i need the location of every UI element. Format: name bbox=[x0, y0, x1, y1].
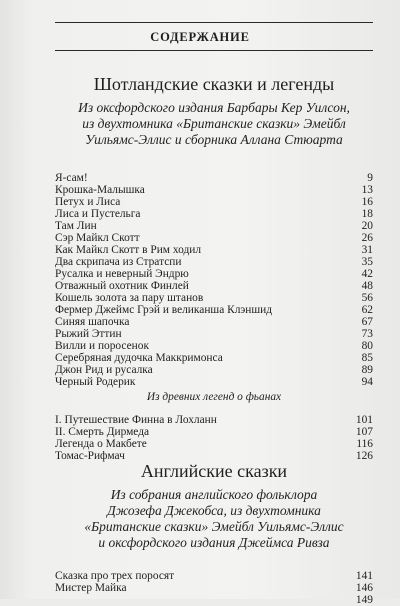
subtitle-line: Уильямс-Эллис и сборника Аллана Стюарта bbox=[85, 132, 343, 147]
toc-entry[interactable] bbox=[55, 184, 373, 196]
toc-entry[interactable] bbox=[55, 244, 373, 256]
toc-entry-title: Сэр Майкл Скотт bbox=[55, 232, 140, 244]
toc-entry[interactable] bbox=[55, 570, 373, 582]
toc-entry[interactable] bbox=[55, 316, 373, 328]
toc-entry-title: Крошка-Малышка bbox=[55, 184, 145, 196]
subtitle-line: и оксфордского издания Джеймса Ривза bbox=[98, 535, 330, 550]
header-rule bbox=[55, 50, 373, 51]
toc-entry-title: Как Майкл Скотт в Рим ходил bbox=[55, 244, 202, 256]
toc-entry-page: 26 bbox=[361, 232, 373, 244]
toc-entry-title: Кошель золота за пару штанов bbox=[55, 292, 204, 304]
subtitle-line: Из оксфордского издания Барбары Кер Уилсон, bbox=[78, 100, 350, 115]
toc-entry-page: 13 bbox=[361, 184, 373, 196]
toc-entry-title: Томас-Рифмач bbox=[55, 450, 125, 462]
toc-entry[interactable] bbox=[55, 196, 373, 208]
section-subtitle-english bbox=[55, 487, 373, 551]
toc-entry-title: Русалка и неверный Эндрю bbox=[55, 268, 189, 280]
toc-entry-page: 18 bbox=[361, 208, 373, 220]
toc-entry-title: Вилли и поросенок bbox=[55, 340, 149, 352]
toc-entry[interactable] bbox=[55, 594, 373, 606]
page-header-title: СОДЕРЖАНИЕ bbox=[150, 30, 250, 44]
toc-entry[interactable] bbox=[55, 256, 373, 268]
toc-entry[interactable] bbox=[55, 280, 373, 292]
subtitle-line: «Британские сказки» Эмейбл Уильямс-Эллис bbox=[84, 519, 344, 534]
toc-entry-title: Там Лин bbox=[55, 220, 97, 232]
toc-entry[interactable] bbox=[55, 208, 373, 220]
toc-entry[interactable] bbox=[55, 220, 373, 232]
toc-entry-page: 73 bbox=[361, 328, 373, 340]
toc-entry-title: I. Путешествие Финна в Лохланн bbox=[55, 414, 217, 426]
toc-entry-page: 80 bbox=[361, 340, 373, 352]
toc-entry-title: Синяя шапочка bbox=[55, 316, 130, 328]
toc-entry-page: 116 bbox=[356, 438, 373, 450]
toc-entry[interactable] bbox=[55, 292, 373, 304]
toc-entry-page: 126 bbox=[355, 450, 373, 462]
toc-entry-title: Отважный охотник Финлей bbox=[55, 280, 189, 292]
toc-entry[interactable] bbox=[55, 328, 373, 340]
toc-entry-page: 101 bbox=[355, 414, 373, 426]
toc-entry-page: 141 bbox=[355, 570, 373, 582]
toc-entry-title: Два скрипача из Стратспи bbox=[55, 256, 182, 268]
toc-entry-page: 35 bbox=[361, 256, 373, 268]
toc-entry-title: Легенда о Макбете bbox=[55, 438, 147, 450]
section-title-scottish: Шотландские сказки и легенды bbox=[93, 74, 335, 94]
toc-entry[interactable] bbox=[55, 340, 373, 352]
toc-entry-title: Петух и Лиса bbox=[55, 196, 121, 208]
toc-entry-page: 20 bbox=[361, 220, 373, 232]
toc-entry[interactable] bbox=[55, 376, 373, 388]
toc-entry-title: Рыжий Эттин bbox=[55, 328, 122, 340]
toc-entry-title: Черный Родерик bbox=[55, 376, 136, 388]
toc-entry[interactable] bbox=[55, 352, 373, 364]
toc-entry-title: Мистер Майка bbox=[55, 582, 127, 594]
toc-list-english bbox=[55, 570, 373, 606]
toc-entry[interactable] bbox=[55, 232, 373, 244]
toc-entry-page: 89 bbox=[361, 364, 373, 376]
toc-entry[interactable] bbox=[55, 268, 373, 280]
toc-entry-page: 149 bbox=[355, 594, 373, 606]
toc-list-scottish bbox=[55, 172, 373, 388]
section-subtitle-scottish bbox=[55, 100, 373, 148]
toc-entry-page: 9 bbox=[367, 172, 373, 184]
top-rule bbox=[55, 22, 373, 23]
toc-entry-title: Фермер Джеймс Грэй и великанша Клэншид bbox=[55, 304, 273, 316]
toc-entry[interactable] bbox=[55, 426, 373, 438]
section-title-english: Английские сказки bbox=[140, 461, 288, 481]
toc-entry[interactable] bbox=[55, 304, 373, 316]
toc-entry-title: Джон Рид и русалка bbox=[55, 364, 153, 376]
fian-heading: Из древних легенд о фьанах bbox=[146, 391, 282, 403]
toc-entry-page: 85 bbox=[361, 352, 373, 364]
toc-entry-title: Сказка про трех поросят bbox=[55, 570, 175, 582]
subtitle-line: Джозефа Джекобса, из двухтомника bbox=[107, 503, 321, 518]
toc-entry-title: Лиса и Пустельга bbox=[55, 208, 141, 220]
subtitle-line: Из собрания английского фольклора bbox=[110, 487, 318, 502]
toc-entry-page: 31 bbox=[361, 244, 373, 256]
toc-entry-page: 16 bbox=[361, 196, 373, 208]
toc-entry-page: 94 bbox=[361, 376, 373, 388]
toc-entry-page: 107 bbox=[355, 426, 373, 438]
toc-entry-page: 56 bbox=[361, 292, 373, 304]
toc-entry-page: 67 bbox=[361, 316, 373, 328]
toc-entry[interactable] bbox=[55, 414, 373, 426]
toc-entry-title: Я-сам! bbox=[55, 172, 88, 184]
toc-entry[interactable] bbox=[55, 364, 373, 376]
toc-list-fian bbox=[55, 414, 373, 462]
toc-entry[interactable] bbox=[55, 438, 373, 450]
toc-entry-page: 146 bbox=[355, 582, 373, 594]
toc-entry[interactable] bbox=[55, 582, 373, 594]
toc-entry-title: Серебряная дудочка Маккримонса bbox=[55, 352, 223, 364]
subtitle-line: из двухтомника «Британские сказки» Эмейбл bbox=[82, 116, 346, 131]
toc-entry[interactable] bbox=[55, 172, 373, 184]
toc-entry-page: 42 bbox=[361, 268, 373, 280]
toc-entry-page: 62 bbox=[361, 304, 373, 316]
toc-entry-page: 48 bbox=[361, 280, 373, 292]
toc-entry-title: II. Смерть Дирмеда bbox=[55, 426, 150, 438]
